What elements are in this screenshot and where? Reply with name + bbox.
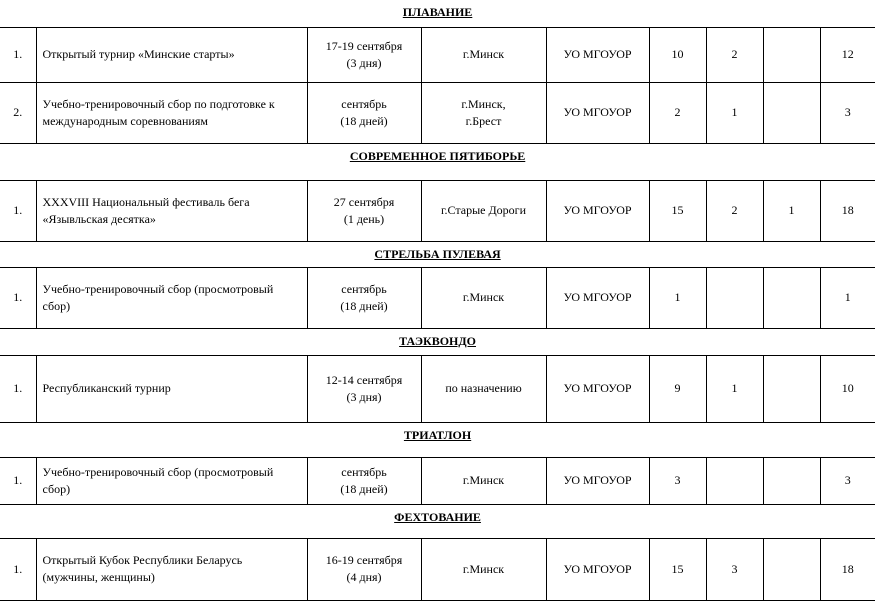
- event-date-cell: [307, 538, 421, 600]
- row-number: 1.: [0, 355, 36, 422]
- event-name: Учебно-тренировочный сбор по подготовке к международным соревнованиям: [36, 82, 307, 143]
- event-date-cell: [307, 27, 421, 82]
- section-header-row: [0, 504, 875, 538]
- event-place: г.Старые Дороги: [421, 180, 546, 241]
- count-col-1: 15: [649, 180, 706, 241]
- section-title: ТАЭКВОНДО: [0, 328, 875, 355]
- row-number: 1.: [0, 538, 36, 600]
- count-col-3: [763, 355, 820, 422]
- total-count: 18: [820, 180, 875, 241]
- section-title: ТРИАТЛОН: [0, 422, 875, 457]
- event-name: Открытый Кубок Республики Беларусь (мужчины, женщины): [36, 538, 307, 600]
- event-date-cell: [307, 180, 421, 241]
- table-row: [0, 457, 875, 504]
- event-duration: (4 дня): [346, 570, 382, 584]
- count-col-1: 9: [649, 355, 706, 422]
- total-count: 12: [820, 27, 875, 82]
- event-place: г.Минск, г.Брест: [421, 82, 546, 143]
- event-date-cell: [307, 82, 421, 143]
- table-row: [0, 82, 875, 143]
- count-col-2: 2: [706, 180, 763, 241]
- row-number: 1.: [0, 457, 36, 504]
- count-col-2: [706, 267, 763, 328]
- event-date: сентябрь: [341, 281, 387, 296]
- count-col-2: 1: [706, 82, 763, 143]
- organizer: УО МГОУОР: [546, 180, 649, 241]
- event-date: сентябрь: [341, 96, 387, 111]
- event-date-cell: [307, 267, 421, 328]
- event-place: г.Минск: [421, 27, 546, 82]
- event-date: сентябрь: [341, 464, 387, 479]
- row-number: 1.: [0, 180, 36, 241]
- count-col-3: [763, 82, 820, 143]
- section-header-row: [0, 241, 875, 267]
- section-header-row: [0, 328, 875, 355]
- total-count: 1: [820, 267, 875, 328]
- count-col-2: 1: [706, 355, 763, 422]
- count-col-3: 1: [763, 180, 820, 241]
- event-date-cell: [307, 355, 421, 422]
- count-col-3: [763, 27, 820, 82]
- section-title: ПЛАВАНИЕ: [0, 0, 875, 27]
- count-col-3: [763, 538, 820, 600]
- event-name: Открытый турнир «Минские старты»: [36, 27, 307, 82]
- event-place: г.Минск: [421, 538, 546, 600]
- event-duration: (3 дня): [346, 55, 382, 70]
- count-col-1: 3: [649, 457, 706, 504]
- event-date: 17-19 сентября: [325, 38, 403, 53]
- count-col-2: 3: [706, 538, 763, 600]
- total-count: 18: [820, 538, 875, 600]
- event-date: 16-19 сентября: [325, 553, 403, 567]
- count-col-1: 15: [649, 538, 706, 600]
- count-col-1: 1: [649, 267, 706, 328]
- organizer: УО МГОУОР: [546, 82, 649, 143]
- row-number: 1.: [0, 27, 36, 82]
- section-title: СТРЕЛЬБА ПУЛЕВАЯ: [0, 241, 875, 267]
- table-row: [0, 27, 875, 82]
- event-date: 12-14 сентября: [325, 372, 403, 387]
- count-col-1: 2: [649, 82, 706, 143]
- event-place: г.Минск: [421, 457, 546, 504]
- row-number: 2.: [0, 82, 36, 143]
- organizer: УО МГОУОР: [546, 27, 649, 82]
- count-col-1: 10: [649, 27, 706, 82]
- section-header-row: [0, 422, 875, 457]
- organizer: УО МГОУОР: [546, 267, 649, 328]
- organizer: УО МГОУОР: [546, 457, 649, 504]
- section-title: ФЕХТОВАНИЕ: [0, 504, 875, 538]
- count-col-3: [763, 267, 820, 328]
- table-row: [0, 180, 875, 241]
- count-col-2: 2: [706, 27, 763, 82]
- event-date-cell: [307, 457, 421, 504]
- event-duration: (18 дней): [340, 113, 388, 128]
- section-header-row: [0, 0, 875, 27]
- total-count: 3: [820, 457, 875, 504]
- section-title: СОВРЕМЕННОЕ ПЯТИБОРЬЕ: [0, 143, 875, 180]
- event-duration: (1 день): [343, 211, 385, 226]
- table-row: [0, 538, 875, 600]
- event-place: г.Минск: [421, 267, 546, 328]
- event-duration: (3 дня): [346, 389, 382, 404]
- table-row: [0, 267, 875, 328]
- event-name: Учебно-тренировочный сбор (просмотровый сбор): [36, 457, 307, 504]
- total-count: 3: [820, 82, 875, 143]
- count-col-3: [763, 457, 820, 504]
- row-number: 1.: [0, 267, 36, 328]
- event-place: по назначению: [421, 355, 546, 422]
- section-header-row: [0, 143, 875, 180]
- event-duration: (18 дней): [340, 298, 388, 313]
- table-row: [0, 355, 875, 422]
- event-date: 27 сентября: [333, 194, 395, 209]
- event-duration: (18 дней): [340, 481, 388, 496]
- organizer: УО МГОУОР: [546, 355, 649, 422]
- event-name: Республиканский турнир: [36, 355, 307, 422]
- total-count: 10: [820, 355, 875, 422]
- organizer: УО МГОУОР: [546, 538, 649, 600]
- event-name: XXXVIII Национальный фестиваль бега «Язывльская десятка»: [36, 180, 307, 241]
- event-name: Учебно-тренировочный сбор (просмотровый сбор): [36, 267, 307, 328]
- count-col-2: [706, 457, 763, 504]
